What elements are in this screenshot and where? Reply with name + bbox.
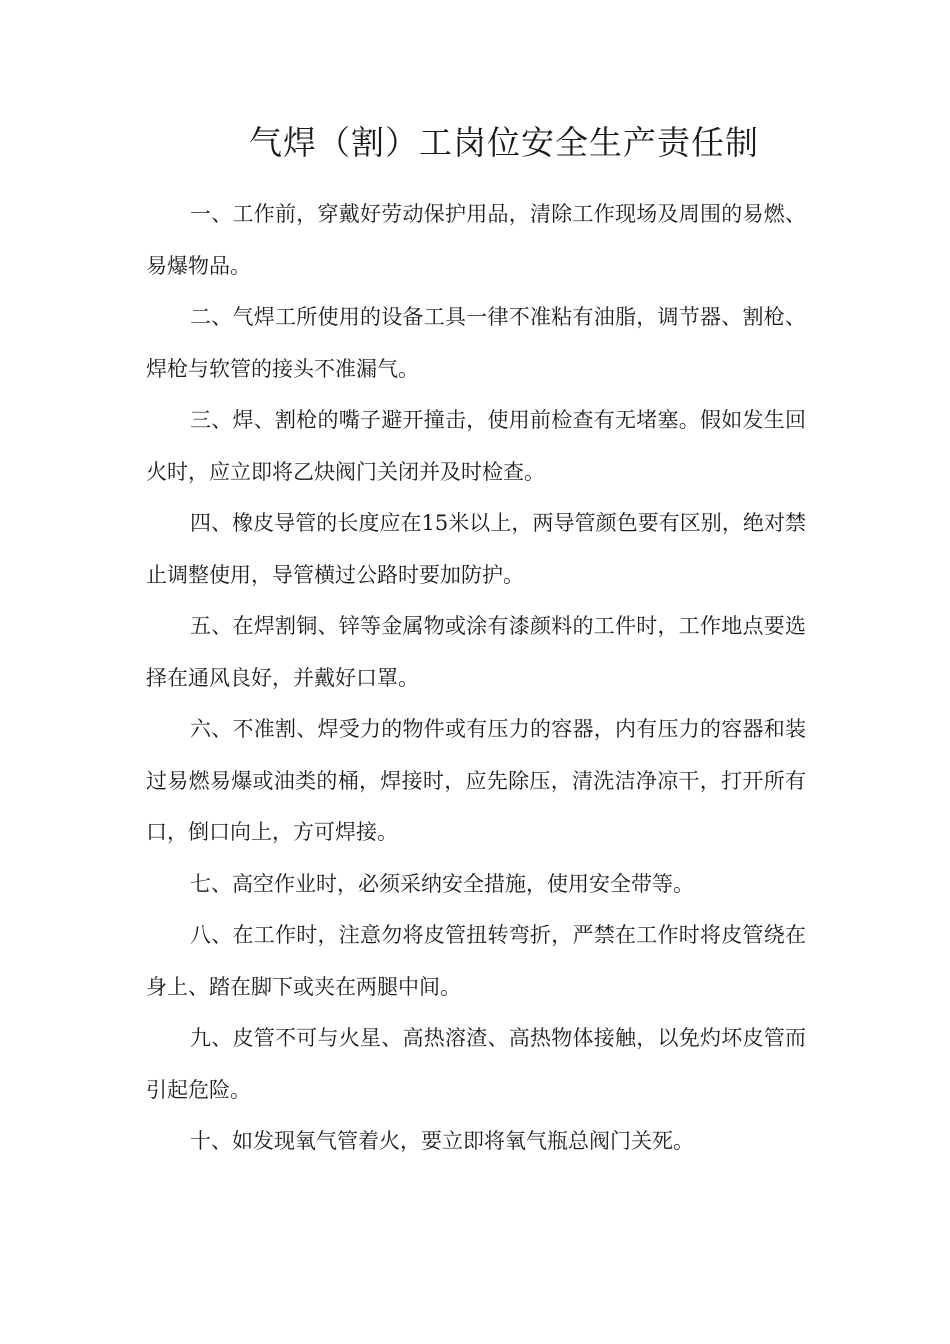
clause-10: 十、如发现氧气管着火，要立即将氧气瓶总阀门关死。 [190,1129,694,1153]
document-title: 气焊（割）工岗位安全生产责任制 [249,123,759,162]
clause-3: 三、焊、割枪的嘴子避开撞击，使用前检查有无堵塞。假如发生回火时，应立即将乙炔阀门关闭并及时检查。 [146,408,806,484]
clause-8: 八、在工作时，注意勿将皮管扭转弯折，严禁在工作时将皮管绕在身上、踏在脚下或夹在两腿中间。 [146,923,806,999]
clause-4: 四、橡皮导管的长度应在15米以上，两导管颜色要有区别，绝对禁止调整使用，导管横过公路时要加防护。 [146,511,806,587]
clause-9: 九、皮管不可与火星、高热溶渣、高热物体接触，以免灼坏皮管而引起危险。 [146,1026,806,1102]
clause-5: 五、在焊割铜、锌等金属物或涂有漆颜料的工件时，工作地点要选择在通风良好，并戴好口罩。 [146,614,806,690]
clause-1: 一、工作前，穿戴好劳动保护用品，清除工作现场及周围的易燃、易爆物品。 [146,202,806,278]
document-body [146,189,806,1168]
clause-2: 二、气焊工所使用的设备工具一律不准粘有油脂，调节器、割枪、焊枪与软管的接头不准漏气。 [146,305,806,381]
clause-7: 七、高空作业时，必须采纳安全措施，使用安全带等。 [190,871,694,896]
clause-6: 六、不准割、焊受力的物件或有压力的容器，内有压力的容器和装过易燃易爆或油类的桶，焊接时，应先除压，清洗洁净凉干，打开所有口，倒口向上，方可焊接。 [146,717,806,844]
